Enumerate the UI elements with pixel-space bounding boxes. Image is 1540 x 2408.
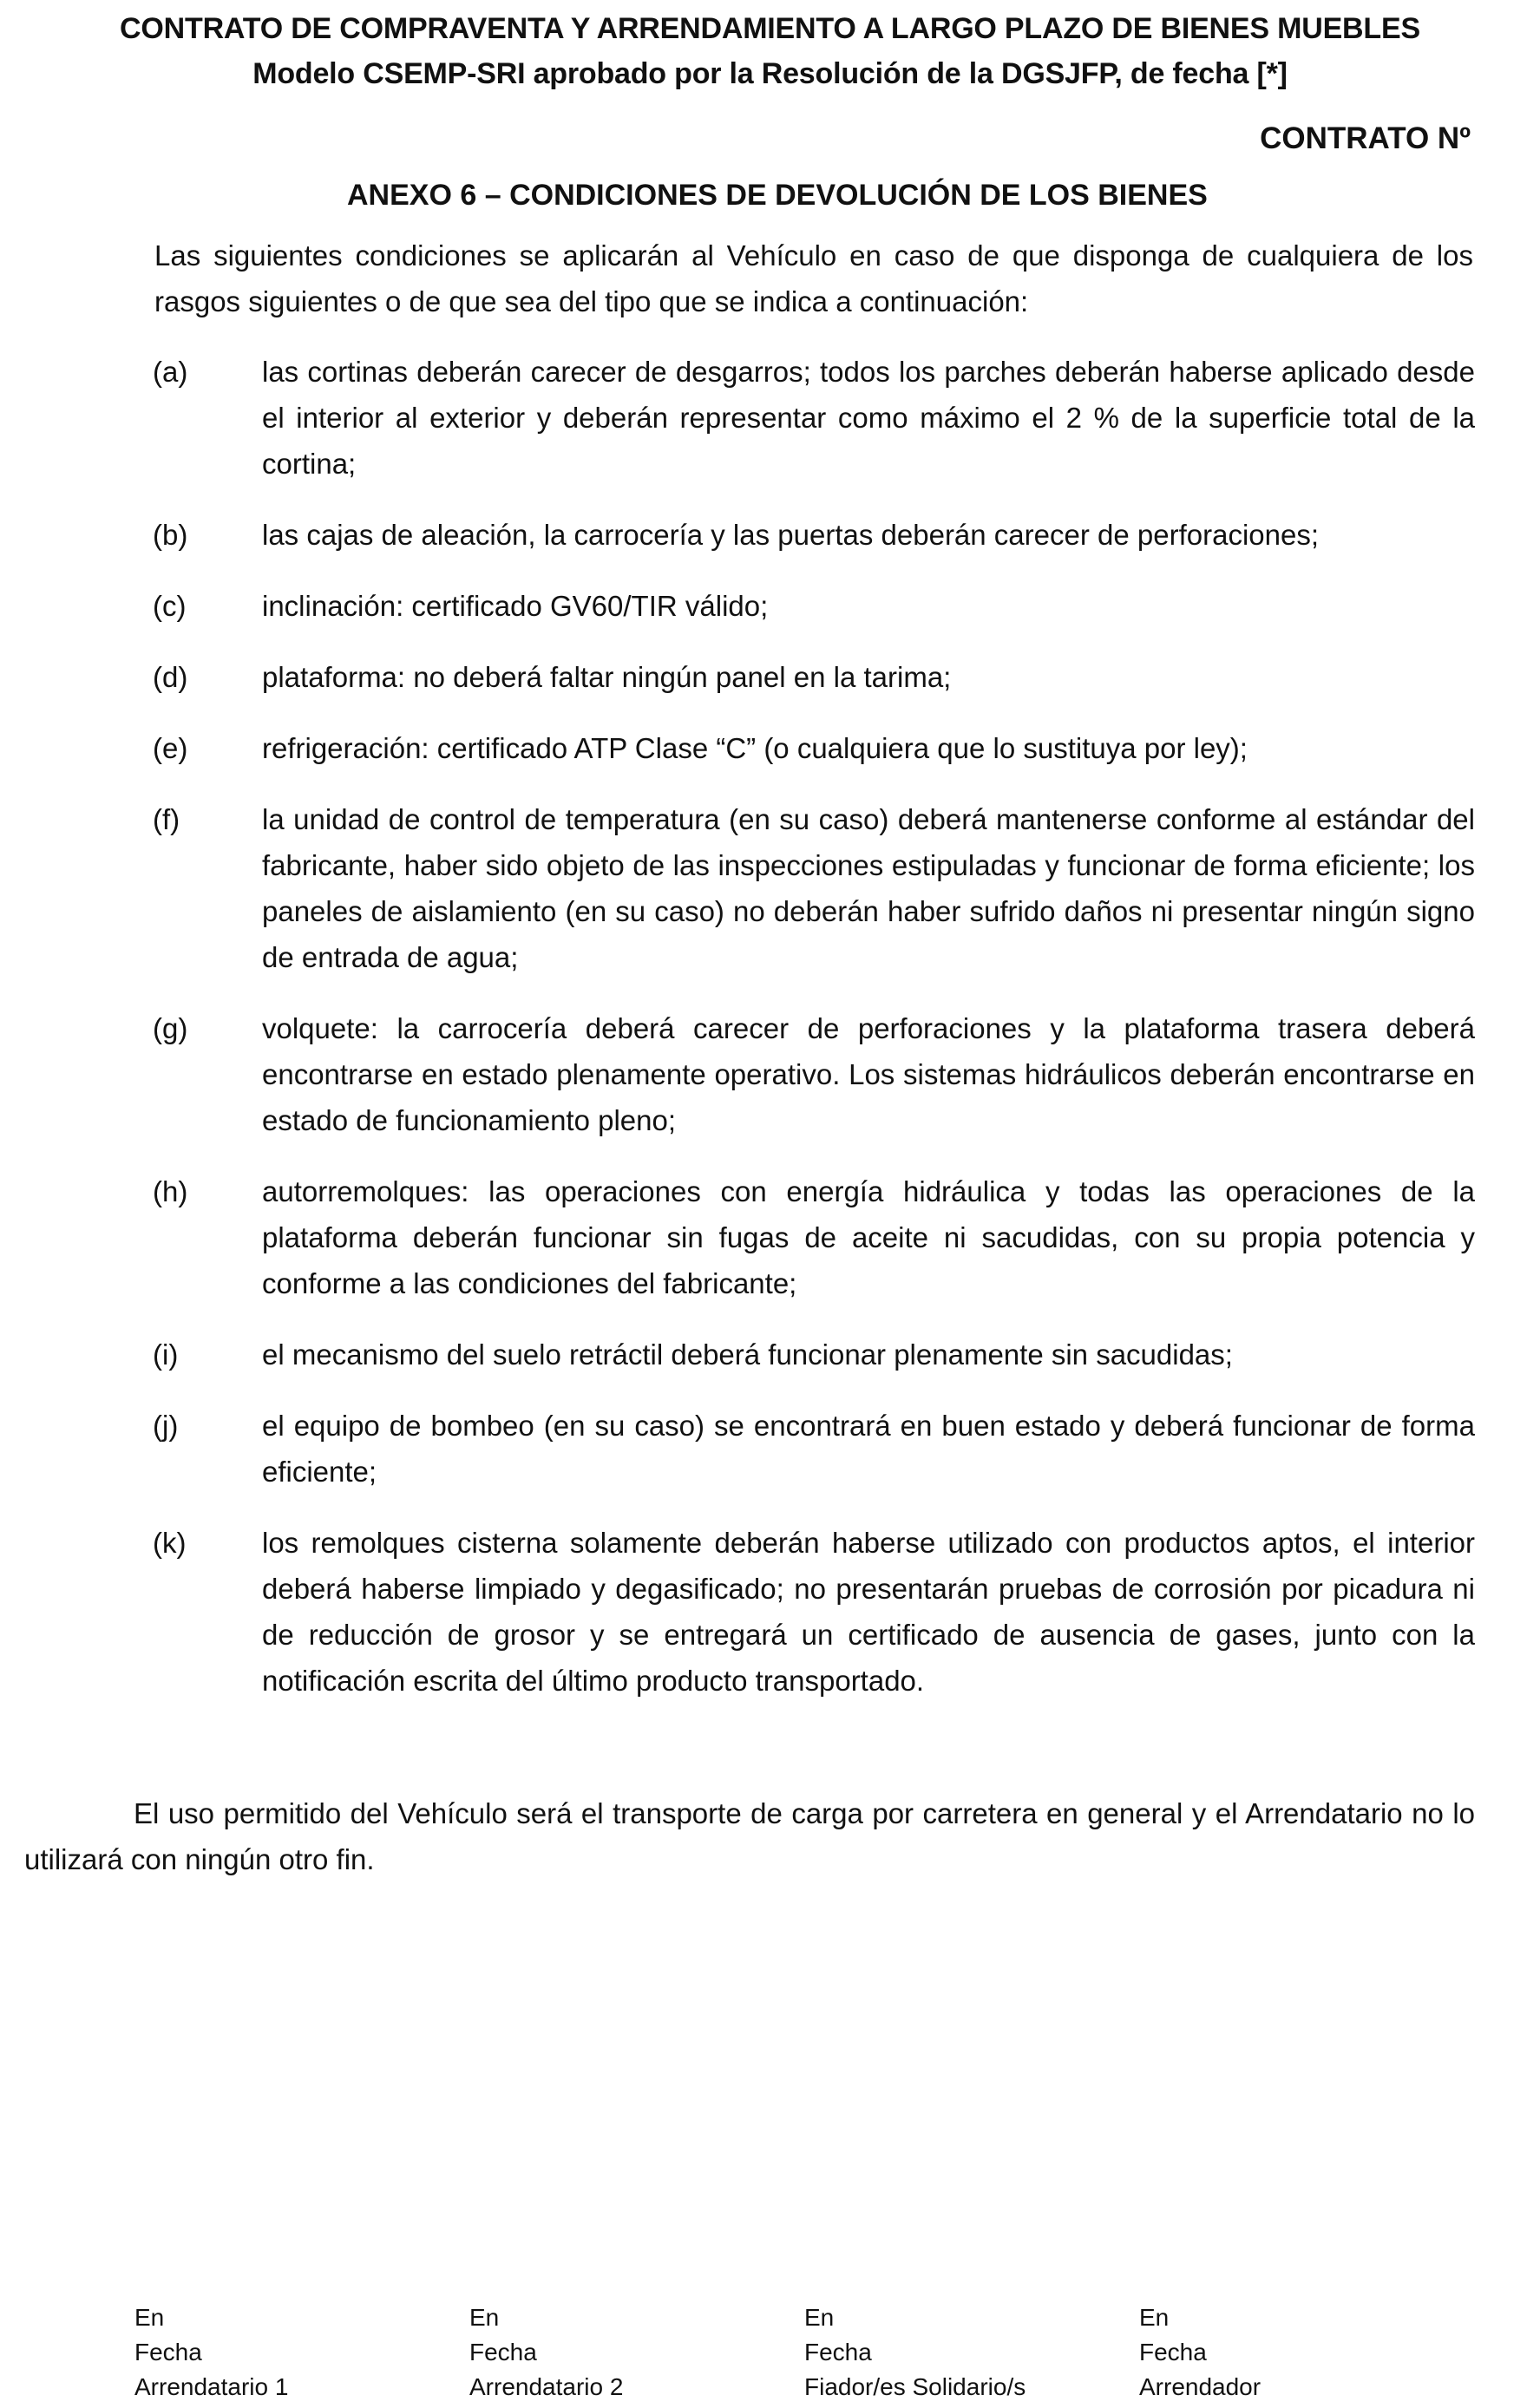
- list-item: [153, 1520, 1475, 1704]
- closing-paragraph: El uso permitido del Vehículo será el transporte de carga por carretera en general y el Arrendatario no lo utilizará con ningún otro fin.: [24, 1797, 1475, 1875]
- list-item: [153, 512, 1475, 558]
- list-item: [153, 349, 1475, 487]
- list-item: [153, 1168, 1475, 1306]
- list-item: [153, 725, 1475, 771]
- signature-date-label: Fecha: [134, 2339, 202, 2365]
- item-letter: (d): [153, 661, 188, 693]
- item-text: inclinación: certificado GV60/TIR válido;: [262, 590, 769, 622]
- item-text: autorremolques: las operaciones con energía hidráulica y todas las operaciones de la plataforma deberán funcionar sin fugas de aceite ni sacudidas, con su propia potencia y conforme a las condiciones del fabricante;: [262, 1175, 1475, 1299]
- item-letter: (e): [153, 732, 188, 764]
- item-text: volquete: la carrocería deberá carecer de perforaciones y la plataforma trasera deberá encontrarse en estado plenamente operativo. Los sistemas hidráulicos deberán encontrarse en estado de funcionamiento pleno;: [262, 1012, 1475, 1136]
- list-item: [153, 1403, 1475, 1495]
- signature-column-lessor: [1139, 2300, 1474, 2405]
- item-text: la unidad de control de temperatura (en su caso) deberá mantenerse conforme al estándar del fabricante, haber sido objeto de las inspecciones estipuladas y funcionar de forma eficiente; los paneles de aislamiento (en su caso) no deberán haber sufrido daños ni presentar ningún signo de entrada de agua;: [262, 803, 1475, 973]
- item-letter: (g): [153, 1012, 188, 1044]
- item-letter: (j): [153, 1410, 179, 1442]
- item-letter: (h): [153, 1175, 188, 1207]
- signature-place-label: En: [134, 2304, 165, 2331]
- list-item: [153, 796, 1475, 980]
- signature-party-label: Fiador/es Solidario/s: [804, 2373, 1026, 2400]
- signature-party-label: Arrendador: [1139, 2373, 1261, 2400]
- item-text: refrigeración: certificado ATP Clase “C” (o cualquiera que lo sustituya por ley);: [262, 732, 1248, 764]
- item-letter: (f): [153, 803, 180, 835]
- item-letter: (i): [153, 1338, 179, 1371]
- signature-party-label: Arrendatario 2: [469, 2373, 624, 2400]
- list-item: [153, 654, 1475, 700]
- list-item: [153, 1005, 1475, 1143]
- signature-place-label: En: [1139, 2304, 1170, 2331]
- document-title: CONTRATO DE COMPRAVENTA Y ARRENDAMIENTO A LARGO PLAZO DE BIENES MUEBLES: [120, 12, 1420, 45]
- list-item: [153, 1332, 1475, 1377]
- item-text: los remolques cisterna solamente deberán haberse utilizado con productos aptos, el interior deberá haberse limpiado y degasificado; no presentarán pruebas de corrosión por picadura ni de reducción de grosor y se entregará un certificado de ausencia de gases, junto con la notificación escrita del último producto transportado.: [262, 1527, 1475, 1697]
- signature-date-label: Fecha: [469, 2339, 537, 2365]
- signature-column-guarantors: [804, 2300, 1139, 2405]
- signature-column-tenant-2: [469, 2300, 804, 2405]
- list-item: [153, 583, 1475, 629]
- signature-column-tenant-1: [134, 2300, 469, 2405]
- signature-date-label: Fecha: [804, 2339, 872, 2365]
- item-letter: (b): [153, 519, 188, 551]
- item-letter: (a): [153, 356, 188, 388]
- contract-number-label: CONTRATO Nº: [1260, 121, 1471, 155]
- signature-block: [134, 2300, 1488, 2405]
- document-subtitle: Modelo CSEMP-SRI aprobado por la Resolución de la DGSJFP, de fecha [*]: [252, 57, 1288, 90]
- signature-place-label: En: [469, 2304, 500, 2331]
- intro-paragraph: Las siguientes condiciones se aplicarán al Vehículo en caso de que disponga de cualquiera de los rasgos siguientes o de que sea del tipo que se indica a continuación:: [154, 239, 1473, 317]
- annex-title: ANEXO 6 – CONDICIONES DE DEVOLUCIÓN DE LOS BIENES: [347, 179, 1208, 212]
- item-text: el equipo de bombeo (en su caso) se encontrará en buen estado y deberá funcionar de forma eficiente;: [262, 1410, 1475, 1488]
- conditions-list: [153, 349, 1475, 1729]
- item-letter: (k): [153, 1527, 187, 1559]
- signature-party-label: Arrendatario 1: [134, 2373, 289, 2400]
- item-text: el mecanismo del suelo retráctil deberá funcionar plenamente sin sacudidas;: [262, 1338, 1233, 1371]
- item-text: plataforma: no deberá faltar ningún panel en la tarima;: [262, 661, 952, 693]
- signature-date-label: Fecha: [1139, 2339, 1207, 2365]
- item-text: las cajas de aleación, la carrocería y las puertas deberán carecer de perforaciones;: [262, 519, 1320, 551]
- item-letter: (c): [153, 590, 187, 622]
- signature-place-label: En: [804, 2304, 835, 2331]
- item-text: las cortinas deberán carecer de desgarros; todos los parches deberán haberse aplicado desde el interior al exterior y deberán representar como máximo el 2 % de la superficie total de la cortina;: [262, 356, 1475, 480]
